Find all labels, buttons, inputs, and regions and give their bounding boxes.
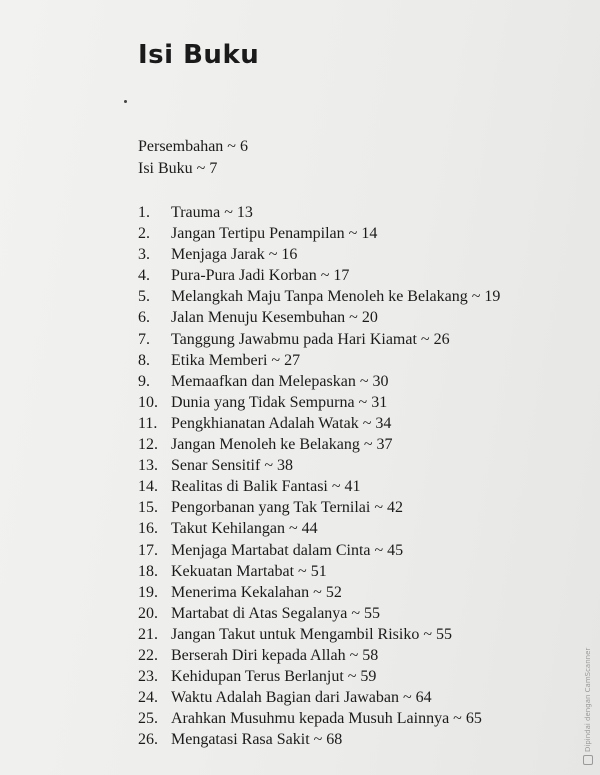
contents-item-title: Trauma ~ 13 bbox=[171, 204, 253, 221]
contents-item bbox=[138, 540, 500, 561]
contents-item-title: Pura-Pura Jadi Korban ~ 17 bbox=[171, 267, 350, 285]
contents-item bbox=[138, 455, 500, 476]
contents-item-title: Jalan Menuju Kesembuhan ~ 20 bbox=[171, 309, 378, 327]
contents-item-title: Jangan Takut untuk Mengambil Risiko ~ 55 bbox=[171, 625, 452, 643]
contents-item-title: Dunia yang Tidak Sempurna ~ 31 bbox=[171, 393, 388, 411]
front-matter bbox=[138, 136, 248, 180]
contents-item-title: Kekuatan Martabat ~ 51 bbox=[171, 562, 327, 580]
contents-item-title: Pengkhianatan Adalah Watak ~ 34 bbox=[171, 414, 392, 432]
scanner-watermark bbox=[583, 648, 593, 765]
contents-item bbox=[138, 350, 500, 371]
contents-item-number: 10. bbox=[138, 393, 158, 411]
contents-item-title: Pengorbanan yang Tak Ternilai ~ 42 bbox=[171, 499, 403, 517]
contents-item bbox=[138, 687, 500, 708]
contents-item-title: Menerima Kekalahan ~ 52 bbox=[171, 583, 342, 601]
page-title: Isi Buku bbox=[138, 40, 260, 70]
contents-item bbox=[138, 371, 500, 392]
contents-item-title: Kehidupan Terus Berlanjut ~ 59 bbox=[171, 668, 377, 686]
contents-item bbox=[138, 645, 500, 666]
contents-item-number: 15. bbox=[138, 499, 158, 517]
contents-item-title: Waktu Adalah Bagian dari Jawaban ~ 64 bbox=[171, 689, 432, 707]
contents-item-number: 23. bbox=[138, 668, 158, 686]
contents-item bbox=[138, 265, 500, 286]
contents-item-number: 12. bbox=[138, 436, 158, 454]
contents-item-title: Takut Kehilangan ~ 44 bbox=[171, 520, 318, 538]
contents-item-number: 16. bbox=[138, 520, 158, 538]
contents-item bbox=[138, 497, 500, 518]
contents-item-number: 1. bbox=[138, 204, 150, 221]
contents-item-title: Menjaga Martabat dalam Cinta ~ 45 bbox=[171, 541, 404, 559]
contents-item-title: Tanggung Jawabmu pada Hari Kiamat ~ 26 bbox=[171, 330, 450, 348]
contents-item-number: 4. bbox=[138, 267, 150, 285]
contents-item-number: 21. bbox=[138, 625, 158, 643]
contents-item-number: 13. bbox=[138, 457, 158, 475]
contents-item bbox=[138, 476, 500, 497]
contents-item bbox=[138, 434, 500, 455]
contents-item bbox=[138, 223, 500, 244]
contents-item-number: 2. bbox=[138, 225, 150, 243]
contents-item-number: 17. bbox=[138, 541, 158, 559]
front-matter-item: Isi Buku ~ 7 bbox=[138, 160, 218, 177]
contents-item bbox=[138, 518, 500, 539]
contents-item-title: Jangan Menoleh ke Belakang ~ 37 bbox=[171, 436, 393, 454]
contents-item-title: Arahkan Musuhmu kepada Musuh Lainnya ~ 65 bbox=[171, 710, 482, 728]
contents-item-number: 7. bbox=[138, 330, 150, 348]
contents-item bbox=[138, 392, 500, 413]
contents-item bbox=[138, 603, 500, 624]
contents-item-number: 5. bbox=[138, 288, 150, 306]
contents-item-number: 9. bbox=[138, 372, 150, 390]
contents-item bbox=[138, 561, 500, 582]
contents-item bbox=[138, 307, 500, 328]
contents-item bbox=[138, 666, 500, 687]
contents-item-title: Realitas di Balik Fantasi ~ 41 bbox=[171, 478, 361, 496]
contents-item-title: Menjaga Jarak ~ 16 bbox=[171, 246, 298, 264]
contents-item bbox=[138, 413, 500, 434]
contents-item-title: Berserah Diri kepada Allah ~ 58 bbox=[171, 646, 379, 664]
contents-item bbox=[138, 582, 500, 603]
contents-item-title: Memaafkan dan Melepaskan ~ 30 bbox=[171, 372, 389, 390]
watermark-text: Dipindai dengan CamScanner bbox=[584, 647, 592, 752]
contents-item-number: 6. bbox=[138, 309, 150, 327]
contents-item-number: 3. bbox=[138, 246, 150, 264]
contents-item bbox=[138, 286, 500, 307]
contents-item-number: 18. bbox=[138, 562, 158, 580]
contents-item bbox=[138, 329, 500, 350]
contents-item-number: 25. bbox=[138, 710, 158, 728]
contents-item-title: Senar Sensitif ~ 38 bbox=[171, 457, 293, 475]
contents-item bbox=[138, 624, 500, 645]
contents-list bbox=[138, 202, 500, 750]
contents-item-number: 11. bbox=[138, 414, 158, 432]
ink-dot bbox=[124, 100, 127, 103]
front-matter-item: Persembahan ~ 6 bbox=[138, 138, 248, 155]
contents-item-number: 22. bbox=[138, 646, 158, 664]
contents-item-number: 26. bbox=[138, 731, 158, 749]
contents-item-title: Jangan Tertipu Penampilan ~ 14 bbox=[171, 225, 378, 243]
contents-item bbox=[138, 729, 500, 750]
contents-item-number: 14. bbox=[138, 478, 158, 496]
contents-item bbox=[138, 244, 500, 265]
contents-item-number: 19. bbox=[138, 583, 158, 601]
contents-item-title: Mengatasi Rasa Sakit ~ 68 bbox=[171, 731, 343, 749]
contents-item-number: 8. bbox=[138, 351, 150, 369]
contents-item bbox=[138, 708, 500, 729]
contents-item-title: Melangkah Maju Tanpa Menoleh ke Belakang ~ 19 bbox=[171, 288, 501, 306]
contents-item-number: 20. bbox=[138, 604, 158, 622]
contents-item-title: Martabat di Atas Segalanya ~ 55 bbox=[171, 604, 381, 622]
contents-item-number: 24. bbox=[138, 689, 158, 707]
contents-item-title: Etika Memberi ~ 27 bbox=[171, 351, 301, 369]
contents-item bbox=[138, 202, 500, 223]
camscanner-icon bbox=[583, 755, 593, 765]
